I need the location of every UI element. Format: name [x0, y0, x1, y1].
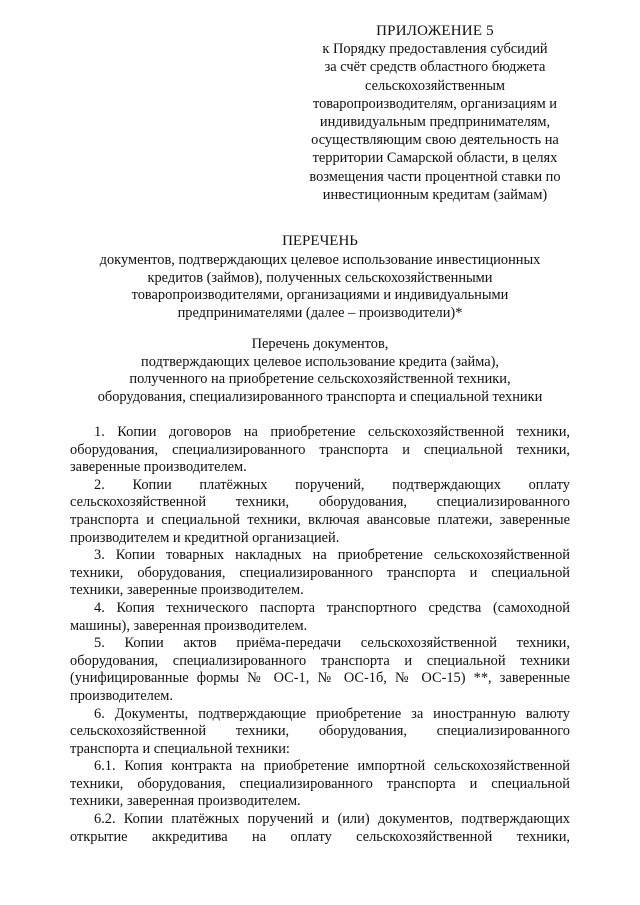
list-item-line: 6.1. Копия контракта на приобретение импортной сельскохозяйственной	[94, 758, 570, 775]
sublist-heading-line: полученного на приобретение сельскохозяйственной техники,	[129, 371, 511, 388]
subtitle-line: предпринимателями (далее – производители)*	[177, 304, 463, 321]
list-item-line: техники, оборудования, специализированного транспорта и специальной	[70, 564, 570, 581]
list-item-line: техники, оборудования, специализированного транспорта и специальной	[70, 775, 570, 792]
appendix-line: индивидуальным предпринимателям,	[319, 114, 551, 131]
list-item-line: транспорта и специальной техники:	[70, 740, 290, 757]
appendix-line: сельскохозяйственным	[365, 77, 505, 94]
list-item-line: сельскохозяйственной техники, оборудования, специализированного	[70, 494, 570, 511]
document-title-text: ПЕРЕЧЕНЬ	[282, 233, 358, 249]
list-item	[70, 706, 570, 759]
list-item-line: оборудования, специализированного транспорта и специальной техники	[70, 652, 570, 669]
list-item-line: техники, заверенные производителем.	[70, 582, 304, 599]
list-item-line: сельскохозяйственной техники, оборудования, специализированного	[70, 723, 570, 740]
list-item-line: производителем.	[70, 687, 173, 704]
appendix-line: к Порядку предоставления субсидий	[322, 41, 548, 58]
subtitle-line: товаропроизводителями, организациями и индивидуальными	[131, 287, 509, 304]
list-item-line: (унифицированные формы № ОС-1, № ОС-1б, № ОС-15) **, заверенные	[70, 670, 570, 687]
list-item	[70, 758, 570, 811]
sublist-heading-line: Перечень документов,	[251, 336, 389, 352]
appendix-line: возмещения части процентной ставки по	[309, 168, 561, 185]
appendix-line: за счёт средств областного бюджета	[324, 59, 546, 76]
document-body	[70, 424, 570, 846]
appendix-line: территории Самарской области, в целях	[312, 150, 558, 167]
document-title	[70, 233, 570, 251]
appendix-title: ПРИЛОЖЕНИЕ 5	[376, 23, 494, 39]
list-item-line: машины), заверенная производителем.	[70, 617, 308, 634]
list-item-line: оборудования, специализированного транспорта и специальной техники,	[70, 441, 570, 458]
sublist-heading-line: оборудования, специализированного транспорта и специальной техники	[97, 388, 543, 405]
list-item	[70, 635, 570, 705]
list-item-line: производителем и кредитной организацией.	[70, 529, 340, 546]
list-item-line: 5. Копии актов приёма-передачи сельскохозяйственной техники,	[94, 635, 570, 652]
subtitle-line: документов, подтверждающих целевое использование инвестиционных	[99, 252, 541, 268]
list-item	[70, 477, 570, 547]
list-item	[70, 600, 570, 635]
list-item	[70, 547, 570, 600]
list-item	[70, 424, 570, 477]
subtitle-line: кредитов (займов), полученных сельскохозяйственными	[147, 269, 493, 286]
list-item-line: 6.2. Копии платёжных поручений и (или) документов, подтверждающих	[94, 811, 570, 828]
document-subtitle	[70, 252, 570, 322]
appendix-line: осуществляющим свою деятельность на	[311, 132, 559, 149]
list-item-line: 4. Копия технического паспорта транспортного средства (самоходной	[94, 599, 570, 616]
sublist-heading-line: подтверждающих целевое использование кредита (займа),	[141, 353, 499, 370]
list-item-line: заверенные производителем.	[70, 459, 247, 476]
list-item-line: открытие аккредитива на оплату сельскохозяйственной техники,	[70, 828, 570, 845]
list-item-line: техники, заверенная производителем.	[70, 793, 301, 810]
list-item-line: 3. Копии товарных накладных на приобретение сельскохозяйственной	[94, 547, 570, 564]
list-item-line: 6. Документы, подтверждающие приобретение за иностранную валюту	[94, 705, 570, 722]
appendix-line: инвестиционным кредитам (займам)	[322, 186, 548, 203]
list-item-line: транспорта и специальной техники, включая авансовые платежи, заверенные	[70, 511, 570, 528]
sublist-heading	[70, 336, 570, 406]
list-item-line: 1. Копии договоров на приобретение сельскохозяйственной техники,	[94, 424, 570, 440]
list-item	[70, 811, 570, 846]
appendix-block	[300, 22, 570, 204]
appendix-line: товаропроизводителям, организациям и	[312, 95, 557, 112]
list-item-line: 2. Копии платёжных поручений, подтверждающих оплату	[94, 476, 570, 493]
